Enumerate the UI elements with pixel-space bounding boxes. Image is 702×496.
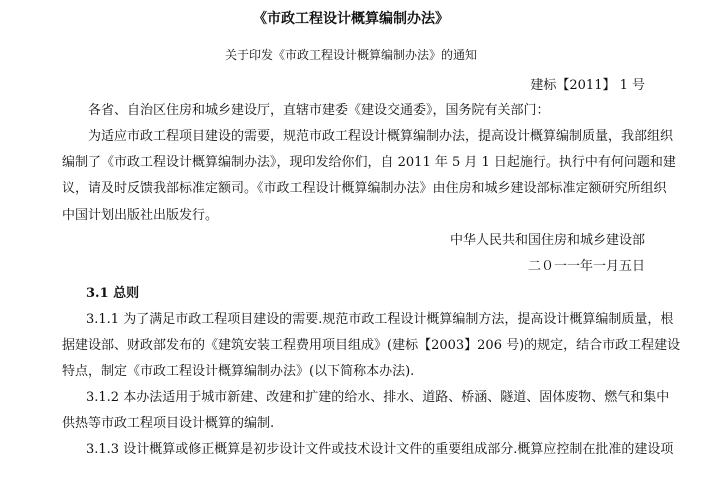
section-line-5: 供热等市政工程项目设计概算的编制. bbox=[62, 416, 275, 431]
document-subtitle: 关于印发《市政工程设计概算编制办法》的通知 bbox=[224, 48, 477, 62]
body-line-4: 中国计划出版社出版发行。 bbox=[62, 208, 219, 223]
section-line-6: 3.1.3 设计概算或修正概算是初步设计文件或技术设计文件的重要组成部分.概算应控制在批准的建设项 bbox=[86, 442, 674, 457]
document-title: 《市政工程设计概算编制办法》 bbox=[253, 11, 449, 27]
date-line: 二０一一年一月五日 bbox=[527, 259, 645, 274]
recipients-line: 各省、自治区住房和城乡建设厅，直辖市建委《建设交通委》，国务院有关部门： bbox=[88, 103, 550, 118]
section-line-2: 据建设部、财政部发布的《建筑安装工程费用项目组成》(建标【2003】206 号)的规定，结合市政工程建设 bbox=[62, 338, 681, 353]
issuer-line: 中华人民共和国住房和城乡建设部 bbox=[449, 233, 645, 248]
body-line-1: 为适应市政工程项目建设的需要，规范市政工程设计概算编制办法，提高设计概算编制质量，我部组织 bbox=[88, 129, 674, 144]
body-line-2: 编制了《市政工程设计概算编制办法》，现印发给你们，自 2011 年 5 月 1 日起施行。执行中有何问题和建 bbox=[62, 155, 676, 170]
section-line-4: 3.1.2 本办法适用于城市新建、改建和扩建的给水、排水、道路、桥涵、隧道、固体废物、燃气和集中 bbox=[86, 390, 670, 405]
section-heading: 3.1 总则 bbox=[86, 286, 140, 301]
body-line-3: 议，请及时反馈我部标准定额司。《市政工程设计概算编制办法》由住房和城乡建设部标准定额研究所组织 bbox=[62, 181, 667, 196]
section-line-3: 特点，制定《市政工程设计概算编制办法》(以下简称本办法). bbox=[62, 364, 415, 379]
document-number: 建标【2011】 1 号 bbox=[530, 78, 645, 93]
section-line-1: 3.1.1 为了满足市政工程项目建设的需要.规范市政工程设计概算编制方法，提高设计概算编制质量，根 bbox=[86, 312, 674, 327]
